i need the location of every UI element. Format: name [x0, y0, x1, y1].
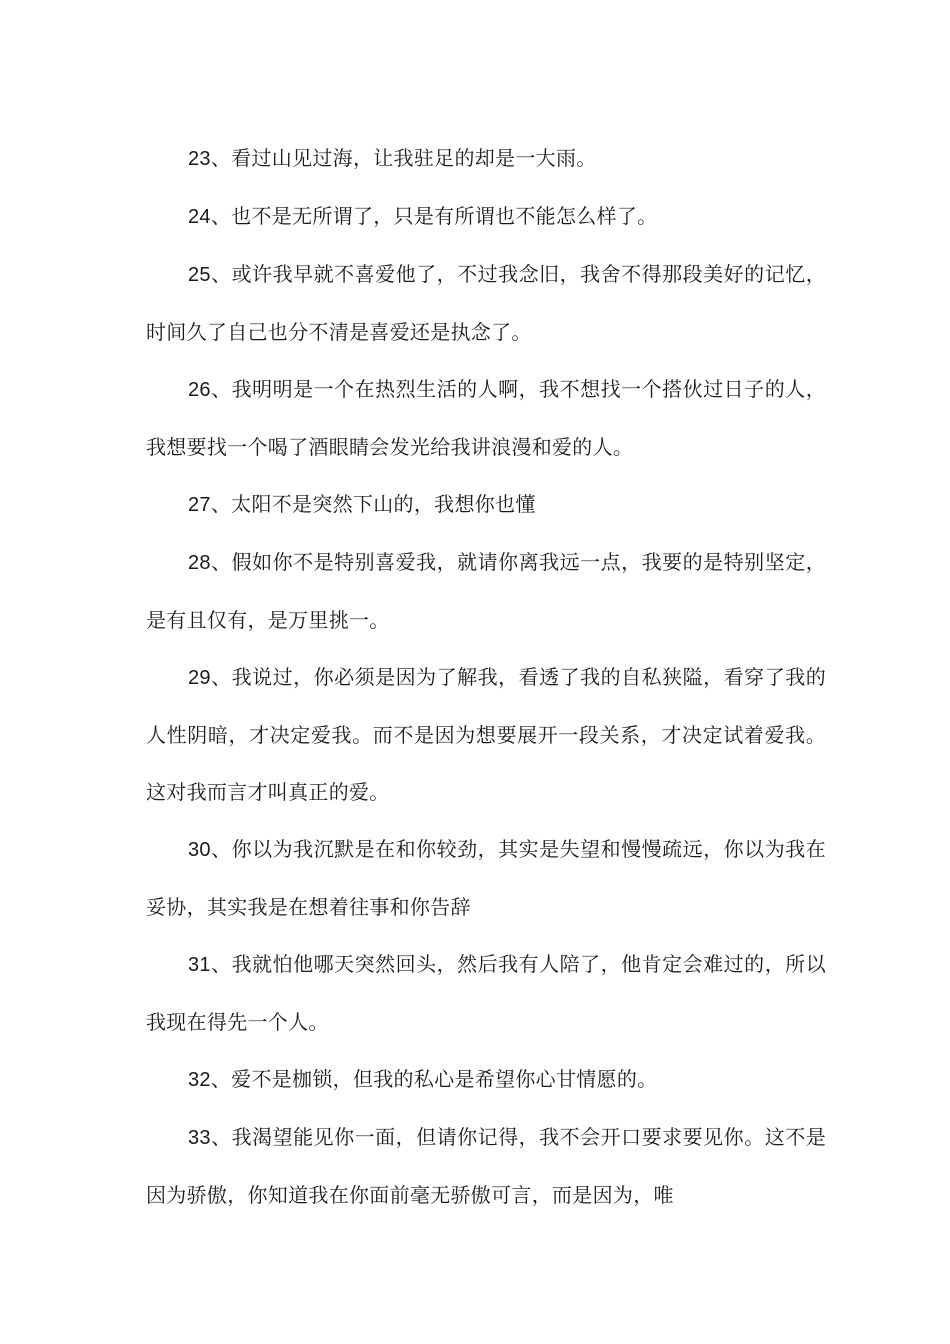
paragraph-text: 、我就怕他哪天突然回头，然后我有人陪了，他肯定会难过的，所以我现在得先一个人。: [146, 952, 826, 1034]
paragraph-number: 26: [188, 379, 211, 401]
paragraph-number: 33: [188, 1127, 211, 1149]
paragraph-text: 、我渴望能见你一面，但请你记得，我不会开口要求要见你。这不是因为骄傲，你知道我在你面前毫无骄傲可言，而是因为，唯: [146, 1125, 826, 1207]
paragraph-text: 、也不是无所谓了，只是有所谓也不能怎么样了。: [210, 204, 658, 228]
paragraph-text: 、或许我早就不喜爱他了，不过我念旧，我舍不得那段美好的记忆，时间久了自己也分不清是喜爱还是执念了。: [146, 262, 826, 344]
document-body: [146, 130, 826, 1224]
paragraph-text: 、我说过，你必须是因为了解我，看透了我的自私狭隘，看穿了我的人性阴暗，才决定爱我。而不是因为想要展开一段关系，才决定试着爱我。这对我而言才叫真正的爱。: [146, 665, 826, 804]
paragraph-29: [146, 649, 826, 821]
paragraph-number: 30: [188, 839, 211, 861]
paragraph-text: 、你以为我沉默是在和你较劲，其实是失望和慢慢疏远，你以为我在妥协，其实我是在想着往事和你告辞: [146, 837, 826, 919]
paragraph-text: 、看过山见过海，让我驻足的却是一大雨。: [210, 146, 597, 170]
paragraph-23: [146, 130, 826, 188]
paragraph-31: [146, 936, 826, 1051]
paragraph-text: 、我明明是一个在热烈生活的人啊，我不想找一个搭伙过日子的人，我想要找一个喝了酒眼睛会发光给我讲浪漫和爱的人。: [146, 377, 826, 459]
paragraph-number: 25: [188, 264, 211, 286]
paragraph-text: 、爱不是枷锁，但我的私心是希望你心甘情愿的。: [210, 1067, 658, 1091]
paragraph-28: [146, 534, 826, 649]
paragraph-number: 31: [188, 954, 211, 976]
paragraph-33: [146, 1109, 826, 1224]
paragraph-26: [146, 361, 826, 476]
paragraph-number: 24: [188, 206, 211, 228]
paragraph-24: [146, 188, 826, 246]
paragraph-number: 29: [188, 667, 211, 689]
paragraph-text: 、假如你不是特别喜爱我，就请你离我远一点，我要的是特别坚定，是有且仅有，是万里挑一。: [146, 550, 826, 632]
paragraph-number: 27: [188, 494, 211, 516]
paragraph-32: [146, 1051, 826, 1109]
paragraph-number: 28: [188, 552, 211, 574]
paragraph-27: [146, 476, 826, 534]
paragraph-number: 23: [188, 148, 211, 170]
paragraph-number: 32: [188, 1069, 211, 1091]
paragraph-25: [146, 246, 826, 361]
paragraph-text: 、太阳不是突然下山的，我想你也懂: [210, 492, 536, 516]
paragraph-30: [146, 821, 826, 936]
